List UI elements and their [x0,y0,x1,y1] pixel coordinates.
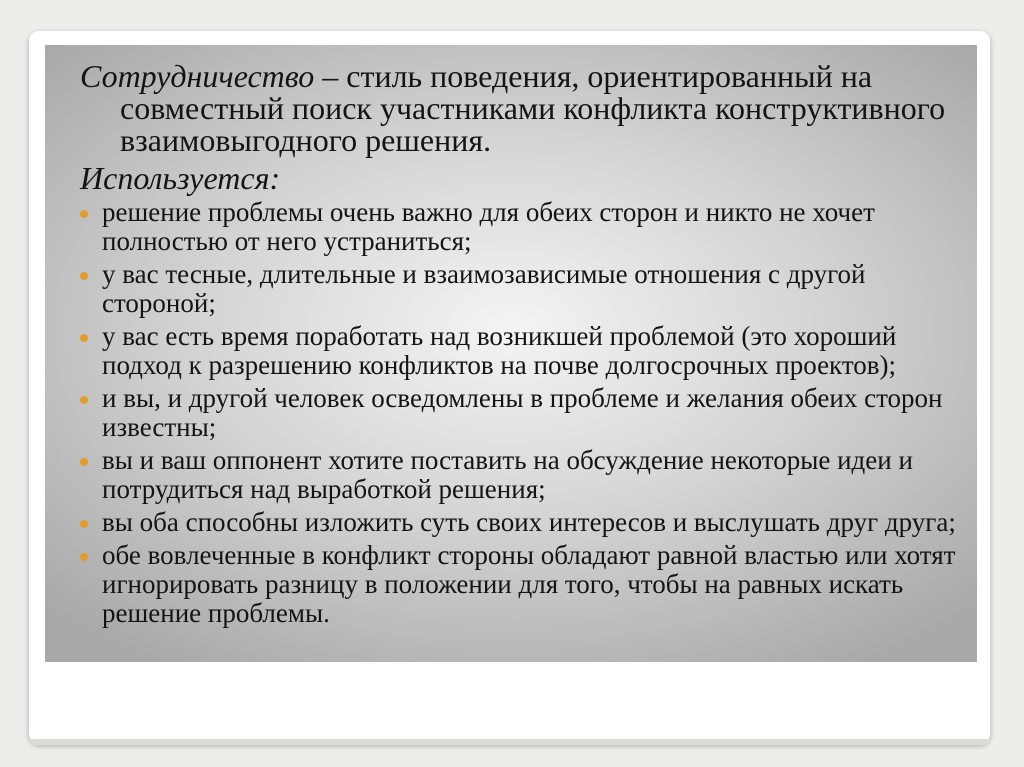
list-item [80,322,980,380]
list-item [80,260,980,318]
bullet-list [80,198,980,628]
intro-paragraph [80,60,980,156]
slide-text [80,60,980,632]
slide-bottom-bar [30,739,990,745]
bullet-icon [80,396,88,404]
list-item-text: обе вовлеченные в конфликт стороны обладают равной властью или хотят игнорировать разницу в положении для того, чтобы на равных искать решение проблемы. [102,540,956,628]
used-label: Используется: [80,160,281,196]
list-item-text: и вы, и другой человек осведомлены в проблеме и желания обеих сторон известны; [102,383,943,442]
list-item [80,541,980,628]
bullet-icon [80,334,88,342]
intro-definition: – стиль поведения, ориентированный на совместный поиск участниками конфликта конструктивного взаимовыгодного решения. [120,58,946,158]
bullet-icon [80,520,88,528]
list-item-text: вы и ваш оппонент хотите поставить на обсуждение некоторые идеи и потрудиться над выработкой решения; [102,445,913,504]
bullet-icon [80,553,88,561]
bullet-icon [80,210,88,218]
list-item-text: у вас есть время поработать над возникшей проблемой (это хороший подход к разрешению конфликтов на почве долгосрочных проектов); [102,321,897,380]
list-item [80,198,980,256]
list-item-text: решение проблемы очень важно для обеих сторон и никто не хочет полностью от него устраниться; [102,197,875,256]
list-item-text: вы оба способны изложить суть своих интересов и выслушать друг друга; [102,507,956,537]
list-item [80,446,980,504]
bullet-icon [80,272,88,280]
intro-term: Сотрудничество [80,58,315,94]
list-item [80,384,980,442]
list-item [80,508,980,537]
bullet-icon [80,458,88,466]
list-item-text: у вас тесные, длительные и взаимозависимые отношения с другой стороной; [102,259,866,318]
